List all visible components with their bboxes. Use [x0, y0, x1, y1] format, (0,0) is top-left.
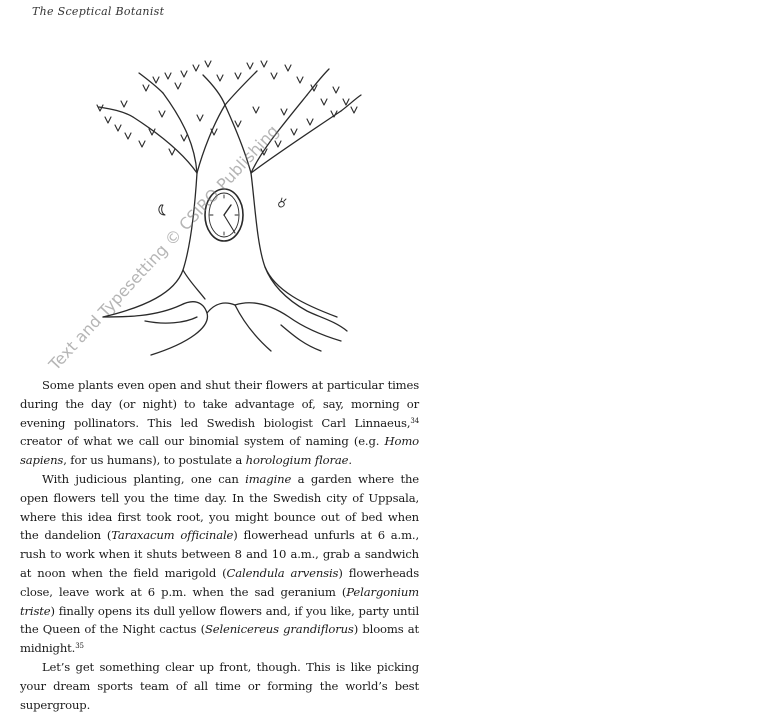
italic-term: imagine [245, 471, 292, 486]
text-run: With judicious planting, one can [42, 471, 246, 486]
text-run: Let’s get something clear up front, though. This is like picking your dream sports team of all time or forming the world’s best supergroup. [20, 659, 419, 712]
text-run: a garden where the open flowers tell you the time day. In the Swedish city of Uppsala, where this idea first took root, you might bounce out of bed when the dandelion ( [20, 471, 419, 543]
text-run: Some plants even open and shut their flowers at particular times during the day (or night) to take advantage of, say, morning or evening pollinators. This led Swedish biologist Carl Linnaeus, [20, 378, 419, 430]
text-run: ) finally opens its dull yellow flowers and, if you like, party until the Queen of the Night cactus ( [20, 603, 419, 637]
body-text [20, 376, 419, 714]
text-run: ) flowerhead unfurls at 6 a.m., rush to work when it shuts between 8 and 10 a.m., grab a sandwich at noon when the field marigold ( [20, 528, 419, 580]
text-run: creator of what we call our binomial system of naming (e.g. [20, 434, 385, 449]
paragraph [20, 658, 419, 714]
italic-term: Taraxacum officinale [111, 528, 234, 543]
italic-term: horologium florae [245, 453, 349, 468]
italic-term: Selenicereus grandiflorus [204, 622, 354, 637]
copyright-watermark: Text and Typesetting © CSIRO Publishing [45, 121, 283, 374]
italic-term: Homo sapiens [20, 434, 419, 468]
text-run: , for us humans), to postulate a [63, 453, 246, 468]
paragraph [20, 470, 419, 658]
text-run: . [348, 453, 352, 468]
italic-term: Calendula arvensis [226, 565, 339, 580]
paragraph [20, 376, 419, 470]
footnote-ref: 34 [410, 416, 419, 425]
text-run: ) flowerheads close, leave work at 6 p.m. when the sad geranium ( [20, 565, 419, 599]
footnote-ref: 35 [75, 642, 84, 651]
italic-term: Pelargonium triste [20, 584, 419, 618]
running-head: The Sceptical Botanist [32, 5, 165, 18]
text-run: ) blooms at midnight. [20, 622, 419, 656]
tree-with-clock-illustration [85, 55, 365, 360]
